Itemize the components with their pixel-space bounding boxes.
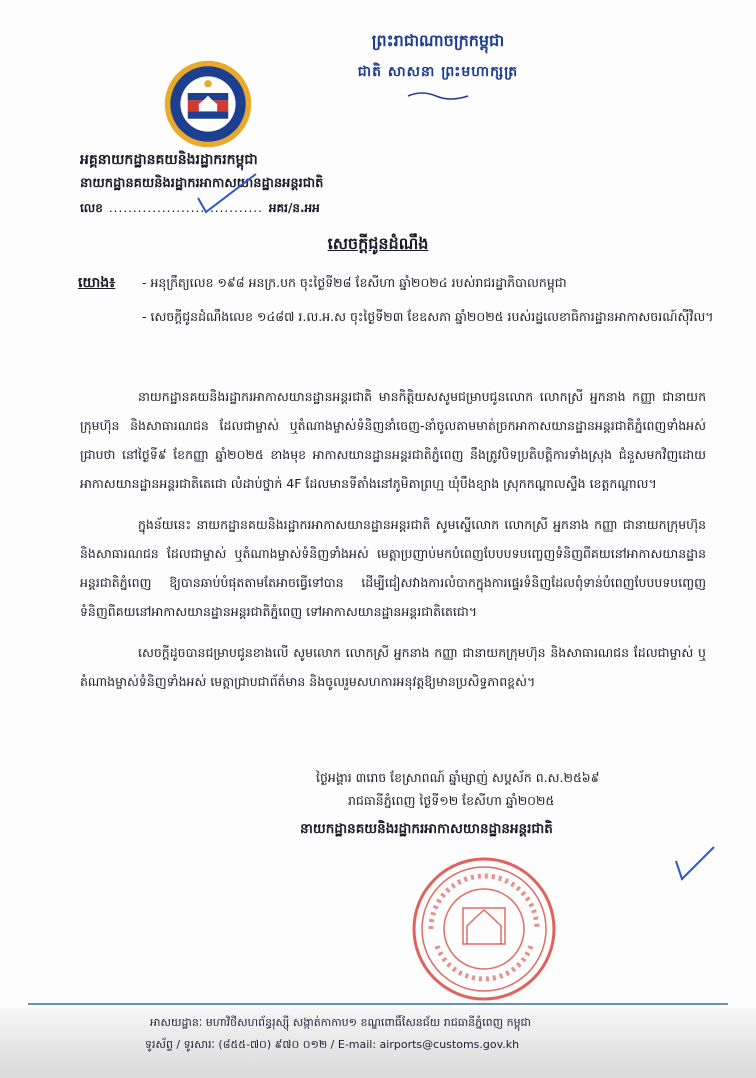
kingdom-heading: [318, 30, 558, 105]
kingdom-line-1: ព្រះរាជាណាចក្រកម្ពុជា: [371, 31, 505, 50]
kingdom-line-2: ជាតិ សាសនា ព្រះមហាក្សត្រ: [357, 64, 519, 80]
department-line-1: អគ្គនាយកដ្ឋានគយនិងរដ្ឋាករកម្ពុជា: [80, 152, 258, 168]
body-text: [80, 382, 706, 708]
reference-dots: ................................: [108, 201, 263, 215]
signature-check-icon: [672, 843, 716, 883]
signature-check-icon: [190, 168, 260, 218]
date-signature-block: [294, 770, 714, 840]
references-label: យោង៖: [78, 275, 116, 291]
footer-rule: [28, 1003, 728, 1005]
references-list: [142, 273, 718, 341]
signatory-title: នាយកដ្ឋានគយនិងរដ្ឋាករអាកាសយានដ្ឋានអន្តរជាតិ: [300, 821, 553, 837]
reference-item: - សេចក្ដីជូនដំណឹងលេខ ១៤៨៧ រ.ល.អ.ស ចុះថ្ងៃទី២៣ ខែឧសភា ឆ្នាំ២០២៥ របស់រដ្ឋលេខាធិការដ្ឋានអាកាសចរណ៍ស៊ីវិល។: [142, 309, 714, 324]
customs-emblem-icon: [162, 58, 254, 150]
paragraph-3: សេចក្ដីដូចបានជម្រាបជូនខាងលើ សូមលោក លោកស្រី អ្នកនាង កញ្ញា ជានាយកក្រុមហ៊ុន និងសាធារណជន ដែលជាម្ចាស់ ឬតំណាងម្ចាស់ទំនិញទាំងអស់ មេត្តាជ្រាបជាព័ត៌មាន និងចូលរួមសហការអនុវត្តឱ្យមានប្រសិទ្ធភាពខ្ពស់។: [80, 645, 706, 689]
document-title: សេចក្ដីជូនដំណឹង: [327, 234, 429, 253]
paragraph-1: នាយកដ្ឋានគយនិងរដ្ឋាករអាកាសយានដ្ឋានអន្តរជាតិ មានកិត្តិយសសូមជម្រាបជូនលោក លោកស្រី អ្នកនាង កញ្ញា ជានាយកក្រុមហ៊ុន និងសាធារណជន ដែលជាម្ចាស់ ឬតំណាងម្ចាស់ទំនិញនាំចេញ-នាំចូលតាមមាត់ច្រកអាកាសយានដ្ឋានអន្តរជាតិភ្នំពេញទាំងអស់ជ្រាបថា នៅថ្ងៃទី៩ ខែកញ្ញា ឆ្នាំ២០២៥ ខាងមុខ អាកាសយានដ្ឋានអន្តរជាតិភ្នំពេញ នឹងត្រូវបិទប្រតិបត្តិការទាំងស្រុង ជំនួសមកវិញដោយអាកាសយានដ្ឋានអន្តរជាតិតេជោ លំដាប់ថ្នាក់ 4F ដែលមានទីតាំងនៅភូមិតាព្រហ្ម ឃុំបឹងខ្យាង ស្រុកកណ្តាលស្ទឹង ខេត្តកណ្តាល។: [80, 389, 706, 491]
solar-date: រាជធានីភ្នំពេញ ថ្ងៃទី១២ ខែសីហា ឆ្នាំ២០២៥: [348, 793, 555, 808]
references-section: [78, 273, 718, 355]
paragraph-2: ក្នុងន័យនេះ នាយកដ្ឋានគយនិងរដ្ឋាករអាកាសយានដ្ឋានអន្តរជាតិ សូមស្នើលោក លោកស្រី អ្នកនាង កញ្ញា ជានាយកក្រុមហ៊ុន និងសាធារណជន ដែលជាម្ចាស់ ឬតំណាងម្ចាស់ទំនិញទាំងអស់ មេត្តាប្រញាប់មកបំពេញបែបបទបញ្ចេញទំនិញពីគយនៅអាកាសយានដ្ឋានអន្តរជាតិភ្នំពេញ ឱ្យបានឆាប់បំផុតតាមតែអាចធ្វើទៅបាន ដើម្បីជៀសវាងការលំបាកក្នុងការផ្ទេរទំនិញដែលពុំទាន់បំពេញបែបបទបញ្ចេញទំនិញពីគយនៅអាកាសយានដ្ឋានអន្តរជាតិភ្នំពេញ ទៅអាកាសយានដ្ឋានអន្តរជាតិតេជោ។: [80, 517, 706, 619]
reference-suffix: អគរ/ន.អអ: [268, 201, 320, 215]
lunar-date: ថ្ងៃអង្គារ ៣រោច ខែស្រាពណ៍ ឆ្នាំម្សាញ់ សប្តស័ក ព.ស.២៥៦៩: [316, 770, 600, 785]
official-seal-icon: [411, 856, 557, 1002]
footer-contact: ទូរស័ព្ទ / ទូរសារៈ (៨៥៥-៧០) ៩៧០ ០១២ / E-mail: airports@customs.gov.kh: [145, 1038, 520, 1051]
flourish-icon: [406, 91, 470, 101]
footer: [0, 1008, 756, 1078]
footer-address: អាសយដ្ឋានៈ មហាវិថីសហព័ន្ធរុស្ស៊ី សង្កាត់កាកាប១ ខណ្ឌពោធិ៍សែនជ័យ រាជធានីភ្នំពេញ កម្ពុជា: [150, 1016, 532, 1029]
reference-label: លេខ: [80, 201, 103, 215]
reference-item: - អនុក្រឹត្យលេខ ១៩៨ អនក្រ.បក ចុះថ្ងៃទី២៨ ខែសីហា ឆ្នាំ២០២៤ របស់រាជរដ្ឋាភិបាលកម្ពុជា: [142, 275, 567, 290]
department-line-2: នាយកដ្ឋានគយនិងរដ្ឋាករអាកាសយានដ្ឋានអន្តរជាតិ: [80, 176, 324, 191]
